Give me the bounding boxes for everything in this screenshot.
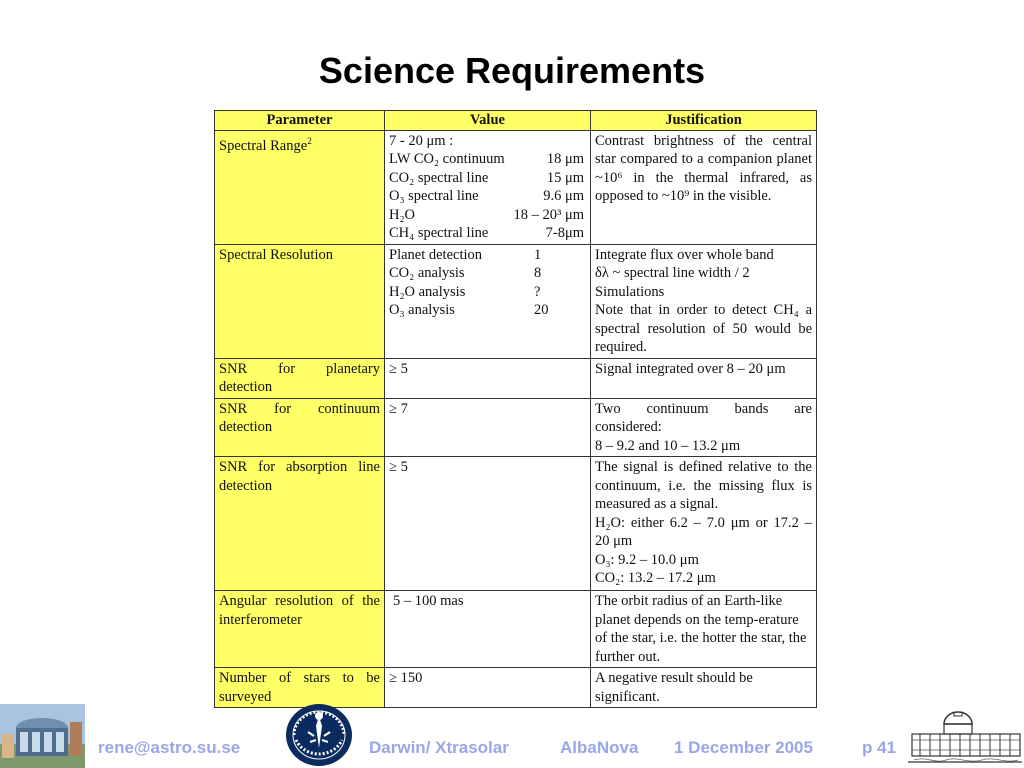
value-val: 7-8μm <box>545 225 584 241</box>
value-val: 20 <box>534 302 549 318</box>
header-value: Value <box>385 111 591 131</box>
justification-line: Note that in order to detect CH₄ a spectral resolution of 50 would be required. <box>595 302 812 355</box>
param-snr-planetary: SNR for planetary detection <box>215 358 385 398</box>
value-number-of-stars: ≥ 150 <box>385 668 591 708</box>
table-header-row <box>215 111 817 131</box>
value-snr-planetary: ≥ 5 <box>385 358 591 398</box>
table-row-snr-absorption <box>215 457 817 591</box>
value-key: O₃ spectral line <box>389 188 479 204</box>
value-val: 1 <box>534 246 542 263</box>
science-requirements-table <box>214 110 817 708</box>
justification-number-of-stars: A negative result should be significant. <box>591 668 817 708</box>
table-row-snr-planetary <box>215 358 817 398</box>
value-line <box>389 224 586 243</box>
justification-line: Two continuum bands are considered: <box>595 400 812 435</box>
albanova-building-image <box>0 704 85 768</box>
stockholm-university-seal <box>284 702 354 768</box>
justification-line: O₃: 9.2 – 10.0 μm <box>595 551 699 568</box>
value-key: CO₂ analysis <box>389 265 465 281</box>
justification-snr-planetary: Signal integrated over 8 – 20 μm <box>591 358 817 398</box>
value-val <box>584 132 586 151</box>
header-parameter: Parameter <box>215 111 385 131</box>
footer-project: Darwin/ Xtrasolar <box>369 738 509 757</box>
footer-page-number: p 41 <box>862 738 897 757</box>
header-justification: Justification <box>591 111 817 131</box>
param-spectral-range: Spectral Range <box>219 137 308 154</box>
value-key: CO₂ spectral line <box>389 169 489 186</box>
value-angular-resolution: 5 – 100 mas <box>385 591 591 668</box>
param-snr-continuum: SNR for continuum detection <box>215 398 385 457</box>
value-line <box>389 187 586 206</box>
value-snr-absorption: ≥ 5 <box>385 457 591 591</box>
value-key: H₂O <box>389 206 415 223</box>
param-footnote: 2 <box>307 135 312 146</box>
value-val: 18 – 20³ μm <box>513 206 584 223</box>
justification-line: CO₂: 13.2 – 17.2 μm <box>595 570 716 586</box>
value-line <box>389 150 586 169</box>
footer-email: rene@astro.su.se <box>98 738 241 757</box>
justification-cell <box>591 457 817 591</box>
slide-title: Science Requirements <box>318 50 706 91</box>
table-row-snr-continuum <box>215 398 817 457</box>
value-line <box>389 283 586 302</box>
value-key: H₂O analysis <box>389 283 466 300</box>
value-key: 7 - 20 μm : <box>389 132 454 149</box>
value-val: 18 μm <box>546 151 584 167</box>
value-cell <box>385 130 591 244</box>
table-row-angular-resolution <box>215 591 817 668</box>
value-line <box>389 169 586 188</box>
value-key: LW CO₂ continuum <box>389 151 505 167</box>
footer-venue: AlbaNova <box>560 738 639 757</box>
table-row-spectral-resolution <box>215 244 817 358</box>
justification-line: δλ ~ spectral line width / 2 <box>595 265 750 281</box>
value-key: O₃ analysis <box>389 302 455 318</box>
justification-line: Simulations <box>595 283 665 300</box>
param-snr-absorption: SNR for absorption line detection <box>215 457 385 591</box>
justification-line: H₂O: either 6.2 – 7.0 μm or 17.2 – 20 μm <box>595 514 812 549</box>
justification-line: The signal is defined relative to the continuum, i.e. the missing flux is measured as a signal. <box>595 459 812 512</box>
justification-cell <box>591 398 817 457</box>
value-snr-continuum: ≥ 7 <box>385 398 591 457</box>
value-line <box>389 132 586 151</box>
value-line <box>389 246 586 265</box>
justification-angular-resolution: The orbit radius of an Earth-like planet depends on the temp-erature of the star, i.e. the hotter the star, the further out. <box>591 591 817 668</box>
justification-line: Integrate flux over whole band <box>595 246 774 263</box>
justification-spectral-range: Contrast brightness of the central star compared to a companion planet ~10⁶ in the thermal infrared, as opposed to ~10⁹ in the visible. <box>591 130 817 244</box>
param-angular-resolution: Angular resolution of the interferometer <box>215 591 385 668</box>
justification-line: 8 – 9.2 and 10 – 13.2 μm <box>595 437 741 454</box>
value-line <box>389 301 586 320</box>
value-key: CH₄ spectral line <box>389 225 489 241</box>
value-val: 15 μm <box>546 169 584 186</box>
param-cell <box>215 130 385 244</box>
value-val: 8 <box>534 265 542 281</box>
value-cell <box>385 244 591 358</box>
value-val: ? <box>534 283 541 300</box>
value-key: Planet detection <box>389 246 483 263</box>
footer-date: 1 December 2005 <box>674 738 813 757</box>
table-row-spectral-range <box>215 130 817 244</box>
param-number-of-stars: Number of stars to be surveyed <box>215 668 385 708</box>
observatory-drawing <box>906 704 1024 768</box>
value-val: 9.6 μm <box>543 188 584 204</box>
value-line <box>389 264 586 283</box>
justification-cell <box>591 244 817 358</box>
value-line <box>389 206 586 225</box>
param-spectral-resolution: Spectral Resolution <box>215 244 385 358</box>
